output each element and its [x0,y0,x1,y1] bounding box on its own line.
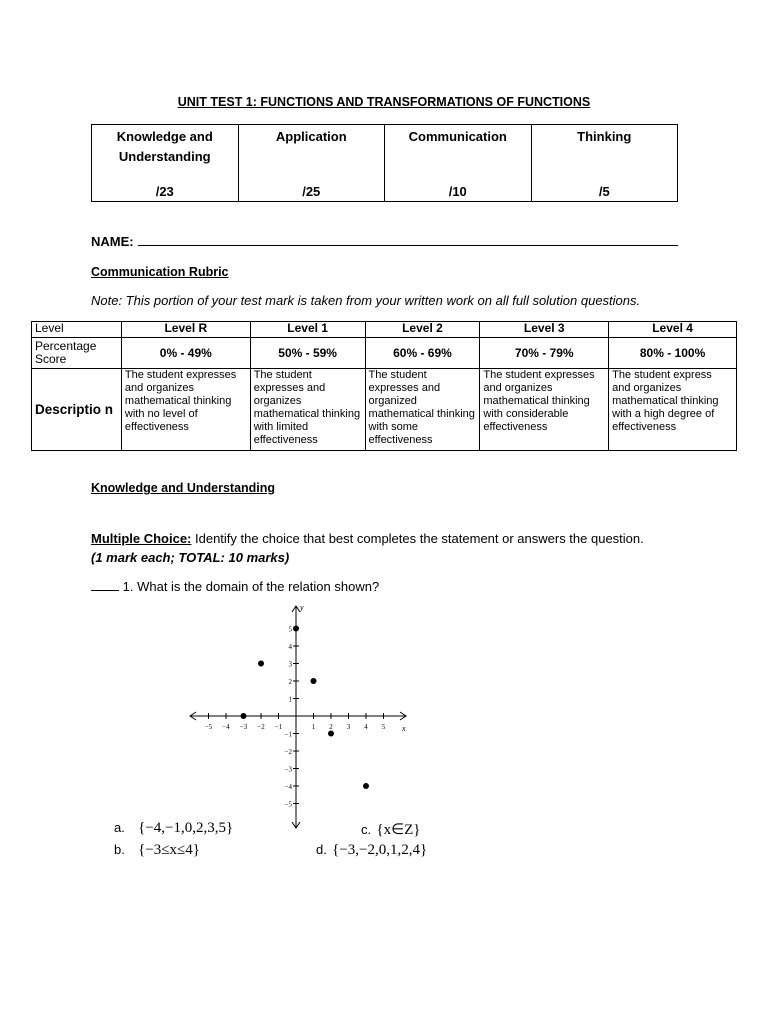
level-header: Level 4 [609,322,737,338]
rubric-note: Note: This portion of your test mark is taken from your written work on all full solution questions. [91,293,641,308]
score-category: Thinking [577,129,632,144]
y-tick-label: −2 [284,748,292,756]
score-category: Application [275,129,347,144]
mc-instruction: Identify the choice that best completes the statement or answers the question. [191,531,644,546]
x-tick-label: 2 [329,723,333,731]
row-label-percentage: Percentage Score [32,338,122,369]
y-tick-label: 1 [288,695,292,704]
description-cell: The student expresses and organizes mathematical thinking with considerable effectiveness [480,369,609,451]
percentage-cell: 60% - 69% [365,338,480,369]
level-header: Level 2 [365,322,480,338]
score-cell [238,125,385,202]
choice-b-text: {−3≤x≤4} [138,842,200,858]
y-tick-label: −3 [284,765,292,774]
communication-rubric [31,321,737,451]
x-tick-label: −1 [274,723,283,731]
x-tick-label: −5 [204,723,213,731]
data-point [328,731,334,737]
score-points: /23 [155,184,174,199]
score-points: /10 [448,184,467,199]
y-tick-label: −1 [284,730,292,739]
page-title: UNIT TEST 1: FUNCTIONS AND TRANSFORMATIONS OF FUNCTIONS [177,95,591,109]
percentage-cell: 50% - 59% [250,338,365,369]
x-tick-label: 5 [381,723,386,731]
y-tick-label: 3 [288,660,292,669]
choice-a-letter: a. [114,820,125,835]
description-cell: The student expresses and organizes mathematical thinking with no level of effectiveness [121,369,250,451]
choice-b-letter: b. [114,842,125,857]
x-tick-label: −3 [239,723,248,731]
choice-c-text: {x∈Z} [376,822,421,838]
mc-marks: (1 mark each; TOTAL: 10 marks) [91,550,290,565]
y-tick-label: 2 [288,678,292,686]
data-point [363,783,369,789]
score-cell [531,125,678,202]
name-label: NAME: [91,234,134,249]
level-header: Level 3 [480,322,609,338]
choice-d-text: {−3,−2,0,1,2,4} [332,842,428,858]
percentage-cell: 70% - 79% [480,338,609,369]
score-category: Knowledge and Understanding [116,129,213,164]
data-point [311,678,317,684]
multiple-choice-instructions [91,529,651,567]
y-tick-label: −4 [284,783,292,791]
relation-graph [180,596,420,836]
choice-d[interactable] [316,842,427,859]
score-cell [385,125,532,202]
x-axis-label: x [402,724,406,733]
data-point [258,661,264,667]
x-tick-label: 1 [311,723,316,731]
x-tick-label: 3 [346,723,351,731]
choice-b[interactable] [114,842,200,859]
level-header: Level R [121,322,250,338]
data-point [293,626,299,632]
description-cell: The student expresses and organized mathematical thinking with some effectiveness [365,369,480,451]
description-cell: The student express and organizes mathematical thinking with a high degree of effectiveness [609,369,737,451]
name-field[interactable] [91,233,678,249]
mc-label: Multiple Choice: [91,531,192,546]
percentage-cell: 80% - 100% [609,338,737,369]
x-tick-label: −4 [222,723,230,731]
y-axis-label: y [300,603,304,612]
score-points: /5 [598,184,610,199]
choice-a-text: {−4,−1,0,2,3,5} [138,820,234,836]
score-category: Communication [408,129,507,144]
section-heading: Knowledge and Understanding [91,481,276,495]
score-cell [92,125,239,202]
percentage-cell: 0% - 49% [121,338,250,369]
choice-d-letter: d. [316,842,327,857]
y-tick-label: 5 [288,625,292,634]
row-label-description: Descriptio n [32,369,122,451]
score-points: /25 [302,184,321,199]
question-text: What is the domain of the relation shown? [137,579,380,594]
answer-blank[interactable] [91,578,119,591]
y-tick-label: 4 [288,643,292,651]
question-1 [91,578,379,594]
name-blank[interactable] [138,233,678,246]
x-tick-label: 4 [364,723,368,731]
data-point [241,713,247,719]
level-header: Level 1 [250,322,365,338]
y-tick-label: −5 [284,800,292,809]
rubric-heading: Communication Rubric [91,265,229,279]
description-cell: The student expresses and organizes mathematical thinking with limited effectiveness [250,369,365,451]
choice-c-letter: c. [361,822,372,837]
score-table [91,124,678,202]
choice-c[interactable] [361,820,421,839]
question-number: 1. [122,579,134,594]
choice-a[interactable] [114,820,233,837]
x-tick-label: −2 [257,723,265,731]
row-label-level: Level [32,322,122,338]
